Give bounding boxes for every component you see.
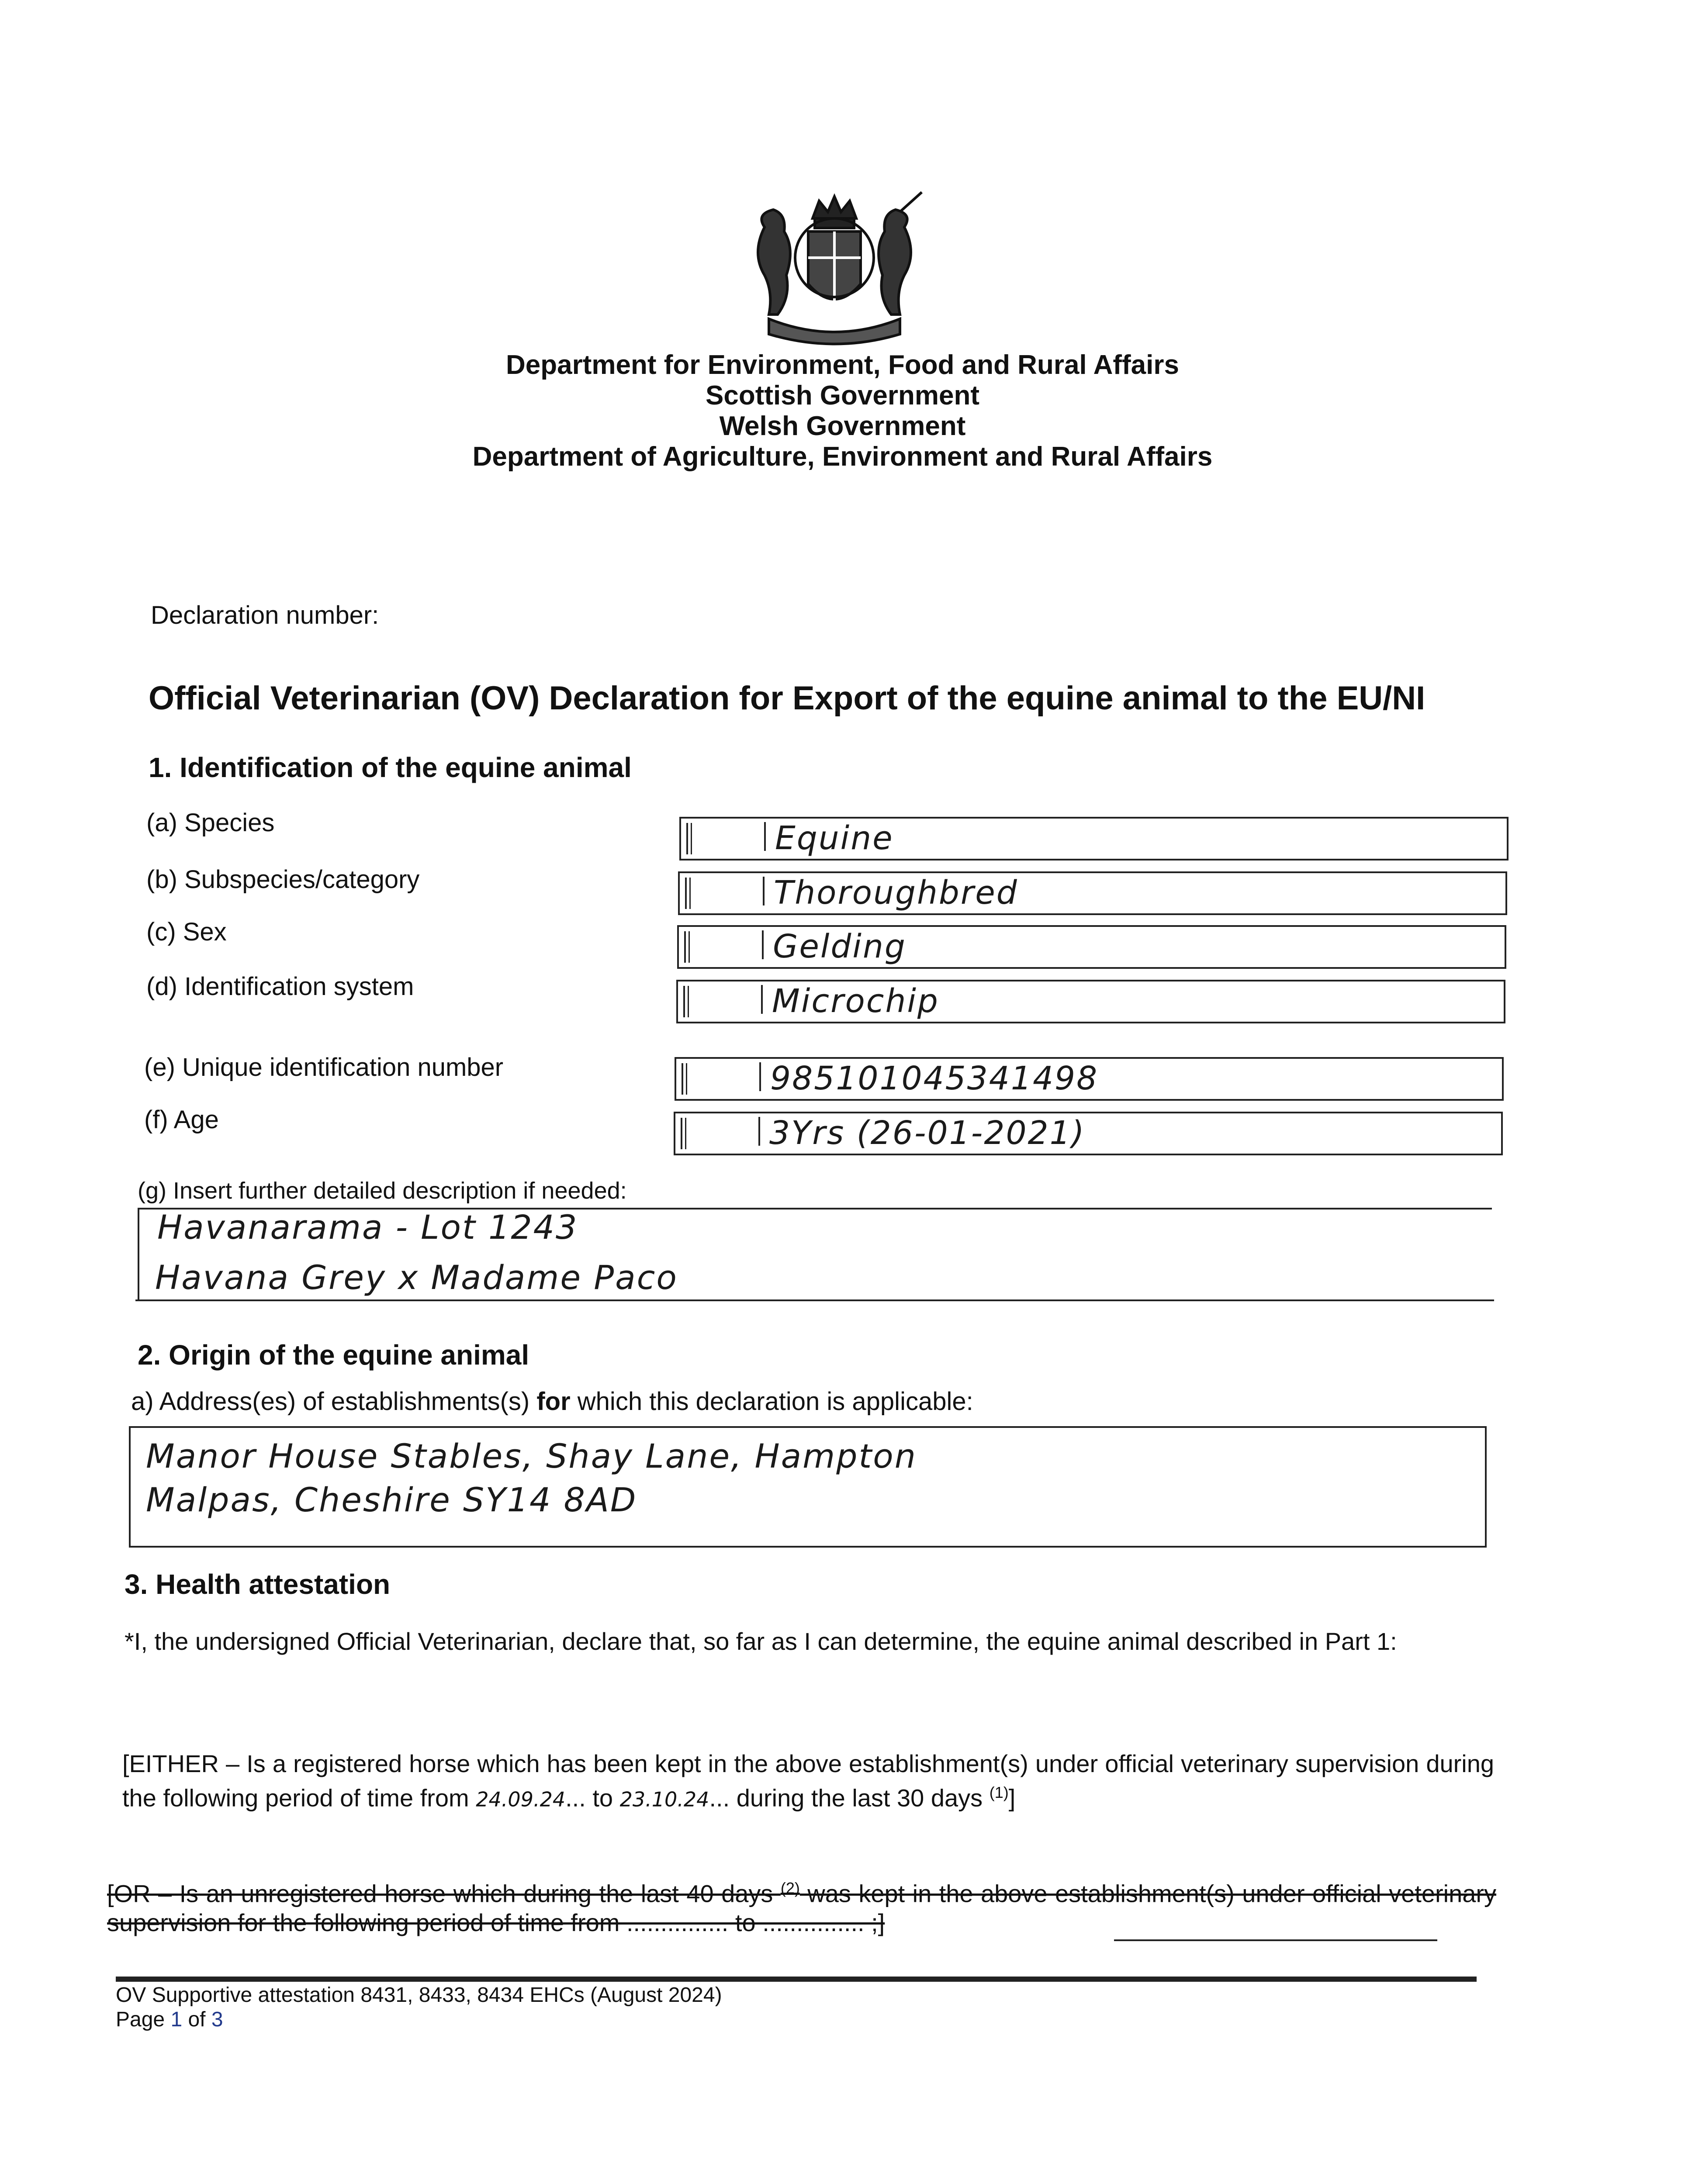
species-label: (a) Species [146,809,275,837]
sex-label: (c) Sex [146,918,227,946]
sex-value: Gelding [773,928,907,965]
section-3-heading: 3. Health attestation [125,1569,391,1600]
royal-coat-of-arms-logo [738,188,931,349]
address-field[interactable] [129,1426,1487,1548]
species-value: Equine [775,819,894,857]
department-line-2: Scottish Government [706,380,979,411]
further-description-label: (g) Insert further detailed description if needed: [138,1178,627,1204]
species-field[interactable] [679,817,1509,860]
page-indicator: Page 1 of 3 [116,2008,223,2031]
or-clause-struck: [OR – Is an unregistered horse which during the last 40 days $^{(2)}$ was kept in the above establishment(s) under official veterinary supervision for the following period of time from ............... to ............... ;] [107,1879,1497,1936]
to-date[interactable]: 23.10.24 [619,1787,709,1811]
identification-system-label: (d) Identification system [146,972,414,1001]
uid-field[interactable] [675,1057,1504,1101]
age-field[interactable] [674,1112,1503,1155]
address-line-2: Malpas, Cheshire SY14 8AD [146,1480,637,1519]
sex-field[interactable] [677,925,1506,969]
or-clause-underline [1114,1939,1437,1941]
from-date[interactable]: 24.09.24 [476,1787,566,1811]
identification-system-value: Microchip [772,982,939,1020]
department-line-1: Department for Environment, Food and Rural Affairs [506,350,1179,380]
address-label: a) Address(es) of establishments(s) for which this declaration is applicable: [131,1387,973,1416]
age-value: 3Yrs (26-01-2021) [769,1114,1086,1152]
department-line-3: Welsh Government [719,411,966,441]
footer-rule [116,1977,1477,1982]
section-1-heading: 1. Identification of the equine animal [149,752,632,783]
identification-system-field[interactable] [676,980,1505,1023]
page-title: Official Veterinarian (OV) Declaration for Export of the equine animal to the EU/NI [149,680,1426,717]
declaration-number-label: Declaration number: [151,601,379,629]
footer-attestation: OV Supportive attestation 8431, 8433, 8434 EHCs (August 2024) [116,1984,722,2007]
health-attestation-intro: *I, the undersigned Official Veterinarian, declare that, so far as I can determine, the equine animal described in Part 1: [125,1628,1397,1655]
subspecies-field[interactable] [678,871,1507,915]
subspecies-value: Thoroughbred [774,874,1018,912]
department-line-4: Department of Agriculture, Environment and Rural Affairs [472,442,1213,472]
description-line-1-text[interactable]: Havanarama - Lot 1243 [157,1208,578,1247]
section-2-heading: 2. Origin of the equine animal [138,1339,529,1371]
description-box-edge [138,1208,139,1299]
subspecies-label: (b) Subspecies/category [146,865,420,894]
uid-value: 985101045341498 [770,1060,1099,1097]
description-line-2-text[interactable]: Havana Grey x Madame Paco [155,1258,678,1297]
description-line-2 [135,1299,1494,1301]
age-label: (f) Age [144,1106,219,1134]
uid-label: (e) Unique identification number [144,1053,504,1082]
either-clause: [EITHER – Is a registered horse which has been kept in the above establishment(s) under official veterinary supervision during the following period of time from 24.09.24... to 23.10.24... during the last 30 days $^{(1)}$] [122,1750,1494,1812]
address-line-1: Manor House Stables, Shay Lane, Hampton [146,1437,917,1476]
